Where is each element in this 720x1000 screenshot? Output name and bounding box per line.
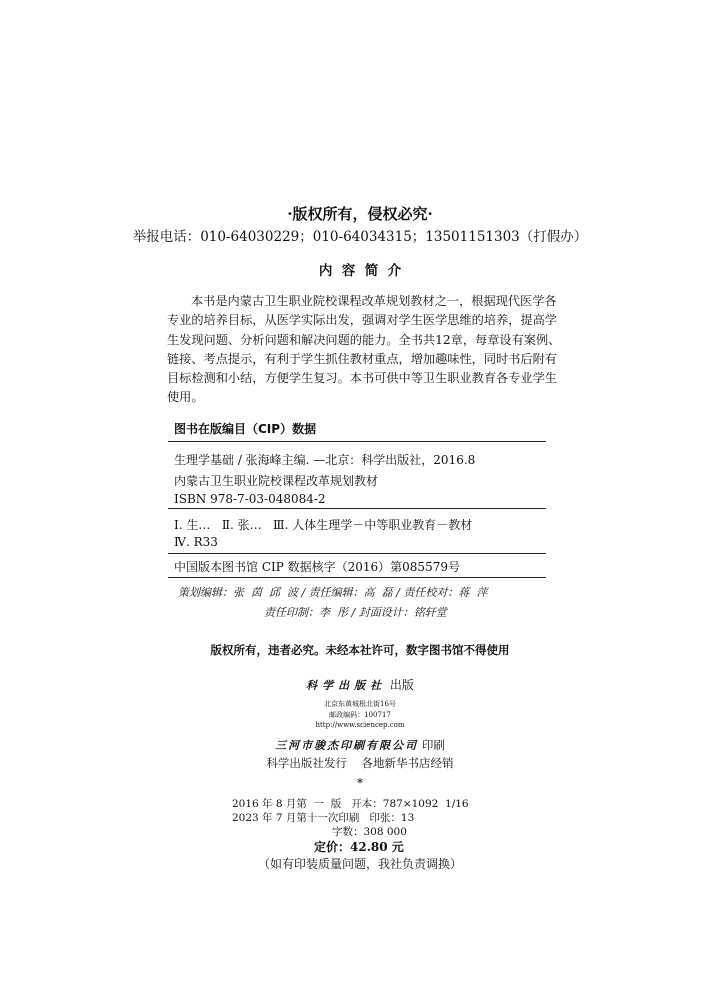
- publisher-suffix: 出版: [389, 678, 414, 692]
- summary-line: 生发现问题、分析问题和解决问题的能力。全书共12章，每章设有案例、: [167, 332, 561, 347]
- publisher-address: 北京东黄城根北街16号: [324, 700, 396, 708]
- cip-title-line: 生理学基础 / 张海峰主编. —北京：科学出版社，2016.8: [174, 453, 476, 467]
- publisher-line: [0, 676, 720, 693]
- distribution-line: 科学出版社发行 各地新华书店经销: [266, 756, 454, 770]
- summary-line: 链接、考点提示，有利于学生抓住教材重点，增加趣味性，同时书后附有: [167, 351, 557, 366]
- credits-line-1: 策划编辑：张 茵 邱 波 / 责任编辑：高 磊 / 责任校对：蒋 萍: [178, 586, 488, 599]
- cip-isbn-line: ISBN 978-7-03-048084-2: [174, 492, 326, 506]
- cip-series-line: 内蒙古卫生职业院校课程改革规划教材: [174, 474, 379, 488]
- price-label: 定价：: [314, 840, 351, 854]
- printer-name: 三河市骏杰印刷有限公司: [275, 739, 419, 752]
- summary-text: [167, 292, 560, 408]
- summary-line: 专业的培养目标，从医学实际出发，强调对学生医学思维的培养，提高学: [167, 313, 557, 328]
- quality-note: （如有印装质量问题，我社负责调换）: [257, 857, 462, 871]
- summary-line: 本书是内蒙古卫生职业院校课程改革规划教材之一，根据现代医学各: [191, 294, 557, 308]
- cip-rule-lower: [168, 553, 546, 554]
- edition-line-2: 2023 年 7 月第十一次印刷 印张：13: [232, 812, 415, 824]
- cip-rule-mid: [168, 508, 546, 509]
- cip-heading: 图书在版编目（CIP）数据: [174, 422, 317, 436]
- summary-line: 目标检测和小结，方便学生复习。本书可供中等卫生职业教育各专业学生: [167, 371, 557, 386]
- cip-record-line: 中国版本图书馆 CIP 数据核字（2016）第085579号: [174, 560, 460, 574]
- summary-line: 使用。: [167, 390, 204, 405]
- cip-class-line: Ⅳ. R33: [174, 535, 218, 549]
- price-value: 42.80 元: [350, 840, 404, 854]
- printer-suffix: 印刷: [421, 738, 445, 752]
- cip-subject-line: Ⅰ. 生… Ⅱ. 张… Ⅲ. 人体生理学－中等职业教育－教材: [174, 518, 473, 532]
- copyright-title: ·版权所有，侵权必究·: [287, 205, 433, 223]
- edition-line-3: 字数：308 000: [332, 826, 407, 838]
- cip-rule-bottom: [168, 577, 546, 578]
- publisher-postcode: 邮政编码：100717: [329, 711, 391, 719]
- report-phone-line: 举报电话：010-64030229；010-64034315；13501151303（打假办）: [132, 229, 588, 245]
- credits-line-2: 责任印制：李 彤 / 封面设计：铭轩堂: [264, 606, 447, 619]
- publisher-url: http://www.sciencep.com: [315, 721, 405, 729]
- summary-heading: 内 容 简 介: [318, 263, 402, 279]
- price-line: [314, 838, 404, 855]
- printer-line: [0, 737, 720, 753]
- cip-rule-top: [168, 441, 546, 442]
- publisher-name: 科学出版社: [306, 679, 387, 692]
- copyright-notice: 版权所有，违者必究。未经本社许可，数字图书馆不得使用: [210, 643, 510, 657]
- separator-star: *: [357, 776, 363, 790]
- edition-line-1: 2016 年 8 月第 一 版 开本：787×1092 1/16: [232, 798, 469, 810]
